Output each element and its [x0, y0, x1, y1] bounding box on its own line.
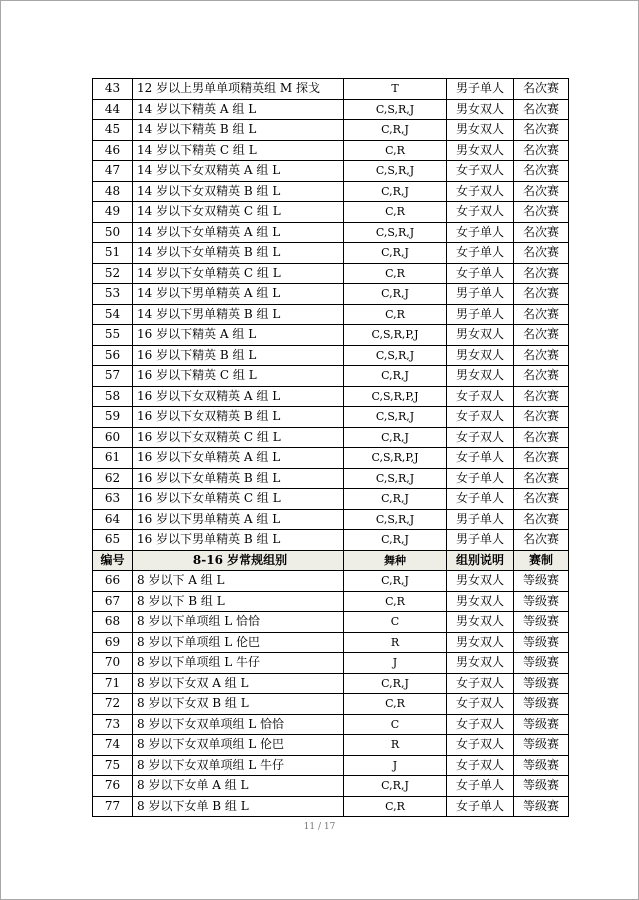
cell-no: 76	[93, 776, 133, 797]
cell-group: 男子单人	[447, 79, 514, 100]
cell-name: 8 岁以下女双 A 组 L	[133, 673, 344, 694]
cell-name: 8 岁以下女双单项组 L 牛仔	[133, 755, 344, 776]
cell-dance: J	[344, 755, 447, 776]
cell-name: 16 岁以下男单精英 A 组 L	[133, 509, 344, 530]
cell-no: 67	[93, 591, 133, 612]
cell-dance: C,R,J	[344, 530, 447, 551]
cell-dance: C,R	[344, 591, 447, 612]
cell-dance: C,R,J	[344, 427, 447, 448]
cell-no: 73	[93, 714, 133, 735]
cell-no: 56	[93, 345, 133, 366]
cell-no: 53	[93, 284, 133, 305]
cell-group: 男子单人	[447, 284, 514, 305]
cell-dance: T	[344, 79, 447, 100]
cell-format: 名次赛	[514, 243, 569, 264]
cell-dance: C,R,J	[344, 489, 447, 510]
cell-format: 名次赛	[514, 181, 569, 202]
table-row	[93, 79, 569, 100]
competition-table	[92, 78, 569, 817]
cell-dance: C,S,R,J	[344, 468, 447, 489]
cell-group: 男子单人	[447, 304, 514, 325]
cell-group: 女子单人	[447, 489, 514, 510]
cell-no: 58	[93, 386, 133, 407]
cell-format: 名次赛	[514, 386, 569, 407]
cell-format: 等级赛	[514, 632, 569, 653]
cell-name: 14 岁以下男单精英 B 组 L	[133, 304, 344, 325]
cell-format: 名次赛	[514, 345, 569, 366]
cell-group: 女子双人	[447, 386, 514, 407]
cell-group: 女子单人	[447, 468, 514, 489]
cell-no: 71	[93, 673, 133, 694]
cell-name: 8 岁以下女双 B 组 L	[133, 694, 344, 715]
cell-name: 14 岁以下精英 C 组 L	[133, 140, 344, 161]
cell-group: 男女双人	[447, 99, 514, 120]
cell-name: 16 岁以下精英 B 组 L	[133, 345, 344, 366]
cell-format: 名次赛	[514, 325, 569, 346]
table-row	[93, 530, 569, 551]
table-row	[93, 448, 569, 469]
cell-group: 女子双人	[447, 755, 514, 776]
cell-name: 14 岁以下精英 B 组 L	[133, 120, 344, 141]
table-row	[93, 325, 569, 346]
cell-group: 女子双人	[447, 181, 514, 202]
cell-no: 60	[93, 427, 133, 448]
cell-format: 名次赛	[514, 407, 569, 428]
cell-name: 14 岁以下女单精英 B 组 L	[133, 243, 344, 264]
table-row	[93, 222, 569, 243]
cell-format: 名次赛	[514, 263, 569, 284]
cell-no: 61	[93, 448, 133, 469]
table-row	[93, 673, 569, 694]
cell-group: 女子单人	[447, 263, 514, 284]
cell-no: 55	[93, 325, 133, 346]
cell-dance: C,S,R,J	[344, 99, 447, 120]
cell-no: 68	[93, 612, 133, 633]
page-indicator: 11 / 17	[303, 822, 336, 832]
cell-dance: C,S,R,P,J	[344, 386, 447, 407]
cell-name: 8 岁以下单项组 L 恰恰	[133, 612, 344, 633]
table-row	[93, 776, 569, 797]
cell-no: 63	[93, 489, 133, 510]
table-row	[93, 99, 569, 120]
table-row	[93, 509, 569, 530]
cell-dance: C	[344, 612, 447, 633]
cell-name: 8 岁以下 A 组 L	[133, 571, 344, 592]
cell-group: 男女双人	[447, 612, 514, 633]
cell-format: 名次赛	[514, 304, 569, 325]
cell-format: 名次赛	[514, 202, 569, 223]
cell-dance: C,R	[344, 694, 447, 715]
cell-dance: C,S,R,P,J	[344, 448, 447, 469]
cell-name: 16 岁以下男单精英 B 组 L	[133, 530, 344, 551]
header-no: 编号	[93, 550, 133, 571]
cell-group: 男女双人	[447, 571, 514, 592]
cell-dance: C,S,R,J	[344, 345, 447, 366]
cell-dance: C,R	[344, 202, 447, 223]
cell-no: 48	[93, 181, 133, 202]
cell-group: 男女双人	[447, 632, 514, 653]
cell-dance: C,R	[344, 304, 447, 325]
cell-group: 男子单人	[447, 509, 514, 530]
cell-name: 16 岁以下女双精英 C 组 L	[133, 427, 344, 448]
cell-format: 等级赛	[514, 653, 569, 674]
table-row	[93, 427, 569, 448]
cell-group: 男女双人	[447, 345, 514, 366]
cell-name: 8 岁以下 B 组 L	[133, 591, 344, 612]
cell-name: 14 岁以下女双精英 A 组 L	[133, 161, 344, 182]
cell-format: 名次赛	[514, 79, 569, 100]
cell-format: 名次赛	[514, 489, 569, 510]
cell-dance: R	[344, 735, 447, 756]
cell-group: 女子双人	[447, 694, 514, 715]
table-row	[93, 407, 569, 428]
cell-name: 16 岁以下女双精英 B 组 L	[133, 407, 344, 428]
cell-no: 77	[93, 796, 133, 817]
cell-group: 女子双人	[447, 161, 514, 182]
cell-format: 名次赛	[514, 468, 569, 489]
table-row	[93, 468, 569, 489]
cell-format: 等级赛	[514, 673, 569, 694]
cell-no: 52	[93, 263, 133, 284]
cell-format: 名次赛	[514, 140, 569, 161]
cell-format: 名次赛	[514, 448, 569, 469]
cell-no: 72	[93, 694, 133, 715]
cell-no: 46	[93, 140, 133, 161]
cell-format: 等级赛	[514, 735, 569, 756]
cell-no: 59	[93, 407, 133, 428]
cell-dance: C,S,R,J	[344, 222, 447, 243]
cell-no: 50	[93, 222, 133, 243]
table-row	[93, 345, 569, 366]
cell-group: 男女双人	[447, 366, 514, 387]
cell-group: 男女双人	[447, 120, 514, 141]
cell-name: 14 岁以下女单精英 C 组 L	[133, 263, 344, 284]
table-row	[93, 612, 569, 633]
cell-no: 57	[93, 366, 133, 387]
cell-no: 49	[93, 202, 133, 223]
cell-group: 女子双人	[447, 714, 514, 735]
table-row	[93, 304, 569, 325]
table-row	[93, 284, 569, 305]
cell-no: 44	[93, 99, 133, 120]
cell-dance: C,S,R,J	[344, 161, 447, 182]
cell-format: 等级赛	[514, 796, 569, 817]
table-header-row	[93, 550, 569, 571]
cell-name: 14 岁以下女单精英 A 组 L	[133, 222, 344, 243]
cell-dance: C,R,J	[344, 243, 447, 264]
table-row	[93, 120, 569, 141]
cell-no: 64	[93, 509, 133, 530]
cell-group: 男女双人	[447, 653, 514, 674]
table-row	[93, 243, 569, 264]
cell-format: 名次赛	[514, 161, 569, 182]
table-row	[93, 694, 569, 715]
cell-no: 70	[93, 653, 133, 674]
cell-name: 8 岁以下单项组 L 牛仔	[133, 653, 344, 674]
cell-name: 14 岁以下女双精英 C 组 L	[133, 202, 344, 223]
header-name: 8-16 岁常规组别	[133, 550, 344, 571]
cell-no: 66	[93, 571, 133, 592]
cell-dance: C,R	[344, 796, 447, 817]
cell-no: 62	[93, 468, 133, 489]
table-row	[93, 263, 569, 284]
cell-format: 等级赛	[514, 776, 569, 797]
cell-name: 8 岁以下单项组 L 伦巴	[133, 632, 344, 653]
cell-name: 12 岁以上男单单项精英组 M 探戈	[133, 79, 344, 100]
table-row	[93, 366, 569, 387]
cell-name: 14 岁以下精英 A 组 L	[133, 99, 344, 120]
cell-group: 女子双人	[447, 427, 514, 448]
cell-no: 54	[93, 304, 133, 325]
cell-name: 8 岁以下女单 A 组 L	[133, 776, 344, 797]
cell-format: 等级赛	[514, 755, 569, 776]
cell-dance: C,S,R,P,J	[344, 325, 447, 346]
cell-format: 等级赛	[514, 714, 569, 735]
table-row	[93, 735, 569, 756]
cell-group: 女子单人	[447, 243, 514, 264]
cell-format: 名次赛	[514, 99, 569, 120]
cell-no: 45	[93, 120, 133, 141]
cell-dance: C,R,J	[344, 181, 447, 202]
cell-name: 8 岁以下女双单项组 L 伦巴	[133, 735, 344, 756]
cell-format: 名次赛	[514, 284, 569, 305]
cell-dance: C,R	[344, 140, 447, 161]
cell-group: 女子单人	[447, 776, 514, 797]
table-row	[93, 140, 569, 161]
cell-name: 8 岁以下女双单项组 L 恰恰	[133, 714, 344, 735]
cell-no: 51	[93, 243, 133, 264]
cell-name: 16 岁以下女单精英 C 组 L	[133, 489, 344, 510]
cell-dance: R	[344, 632, 447, 653]
header-group: 组别说明	[447, 550, 514, 571]
cell-name: 8 岁以下女单 B 组 L	[133, 796, 344, 817]
header-format: 赛制	[514, 550, 569, 571]
cell-dance: C,S,R,J	[344, 509, 447, 530]
cell-dance: C,R,J	[344, 571, 447, 592]
cell-dance: C,R,J	[344, 366, 447, 387]
table-row	[93, 653, 569, 674]
cell-dance: C,R,J	[344, 120, 447, 141]
cell-group: 女子双人	[447, 202, 514, 223]
cell-format: 名次赛	[514, 366, 569, 387]
table-row	[93, 571, 569, 592]
table-row	[93, 714, 569, 735]
table-row	[93, 386, 569, 407]
cell-format: 等级赛	[514, 612, 569, 633]
cell-name: 16 岁以下女双精英 A 组 L	[133, 386, 344, 407]
table-row	[93, 755, 569, 776]
table-row	[93, 591, 569, 612]
cell-no: 65	[93, 530, 133, 551]
cell-format: 等级赛	[514, 571, 569, 592]
cell-no: 47	[93, 161, 133, 182]
cell-no: 74	[93, 735, 133, 756]
table-row	[93, 161, 569, 182]
cell-group: 男女双人	[447, 591, 514, 612]
cell-group: 男子单人	[447, 530, 514, 551]
cell-group: 女子单人	[447, 448, 514, 469]
cell-group: 女子双人	[447, 407, 514, 428]
cell-format: 名次赛	[514, 222, 569, 243]
cell-name: 14 岁以下女双精英 B 组 L	[133, 181, 344, 202]
cell-format: 等级赛	[514, 591, 569, 612]
header-dance: 舞种	[344, 550, 447, 571]
cell-name: 16 岁以下女单精英 B 组 L	[133, 468, 344, 489]
cell-dance: C,S,R,J	[344, 407, 447, 428]
cell-group: 男女双人	[447, 325, 514, 346]
table-row	[93, 489, 569, 510]
cell-format: 名次赛	[514, 509, 569, 530]
cell-format: 名次赛	[514, 427, 569, 448]
table-row	[93, 181, 569, 202]
cell-dance: C,R,J	[344, 284, 447, 305]
cell-format: 等级赛	[514, 694, 569, 715]
table-row	[93, 632, 569, 653]
cell-group: 女子双人	[447, 673, 514, 694]
cell-name: 16 岁以下精英 A 组 L	[133, 325, 344, 346]
cell-group: 女子单人	[447, 796, 514, 817]
cell-format: 名次赛	[514, 530, 569, 551]
cell-format: 名次赛	[514, 120, 569, 141]
cell-group: 女子双人	[447, 735, 514, 756]
table-row	[93, 796, 569, 817]
cell-dance: C	[344, 714, 447, 735]
cell-name: 16 岁以下精英 C 组 L	[133, 366, 344, 387]
cell-dance: C,R,J	[344, 776, 447, 797]
cell-group: 男女双人	[447, 140, 514, 161]
table-row	[93, 202, 569, 223]
cell-name: 16 岁以下女单精英 A 组 L	[133, 448, 344, 469]
cell-no: 75	[93, 755, 133, 776]
cell-no: 69	[93, 632, 133, 653]
cell-dance: J	[344, 653, 447, 674]
cell-group: 女子单人	[447, 222, 514, 243]
cell-dance: C,R	[344, 263, 447, 284]
cell-name: 14 岁以下男单精英 A 组 L	[133, 284, 344, 305]
cell-dance: C,R,J	[344, 673, 447, 694]
cell-no: 43	[93, 79, 133, 100]
